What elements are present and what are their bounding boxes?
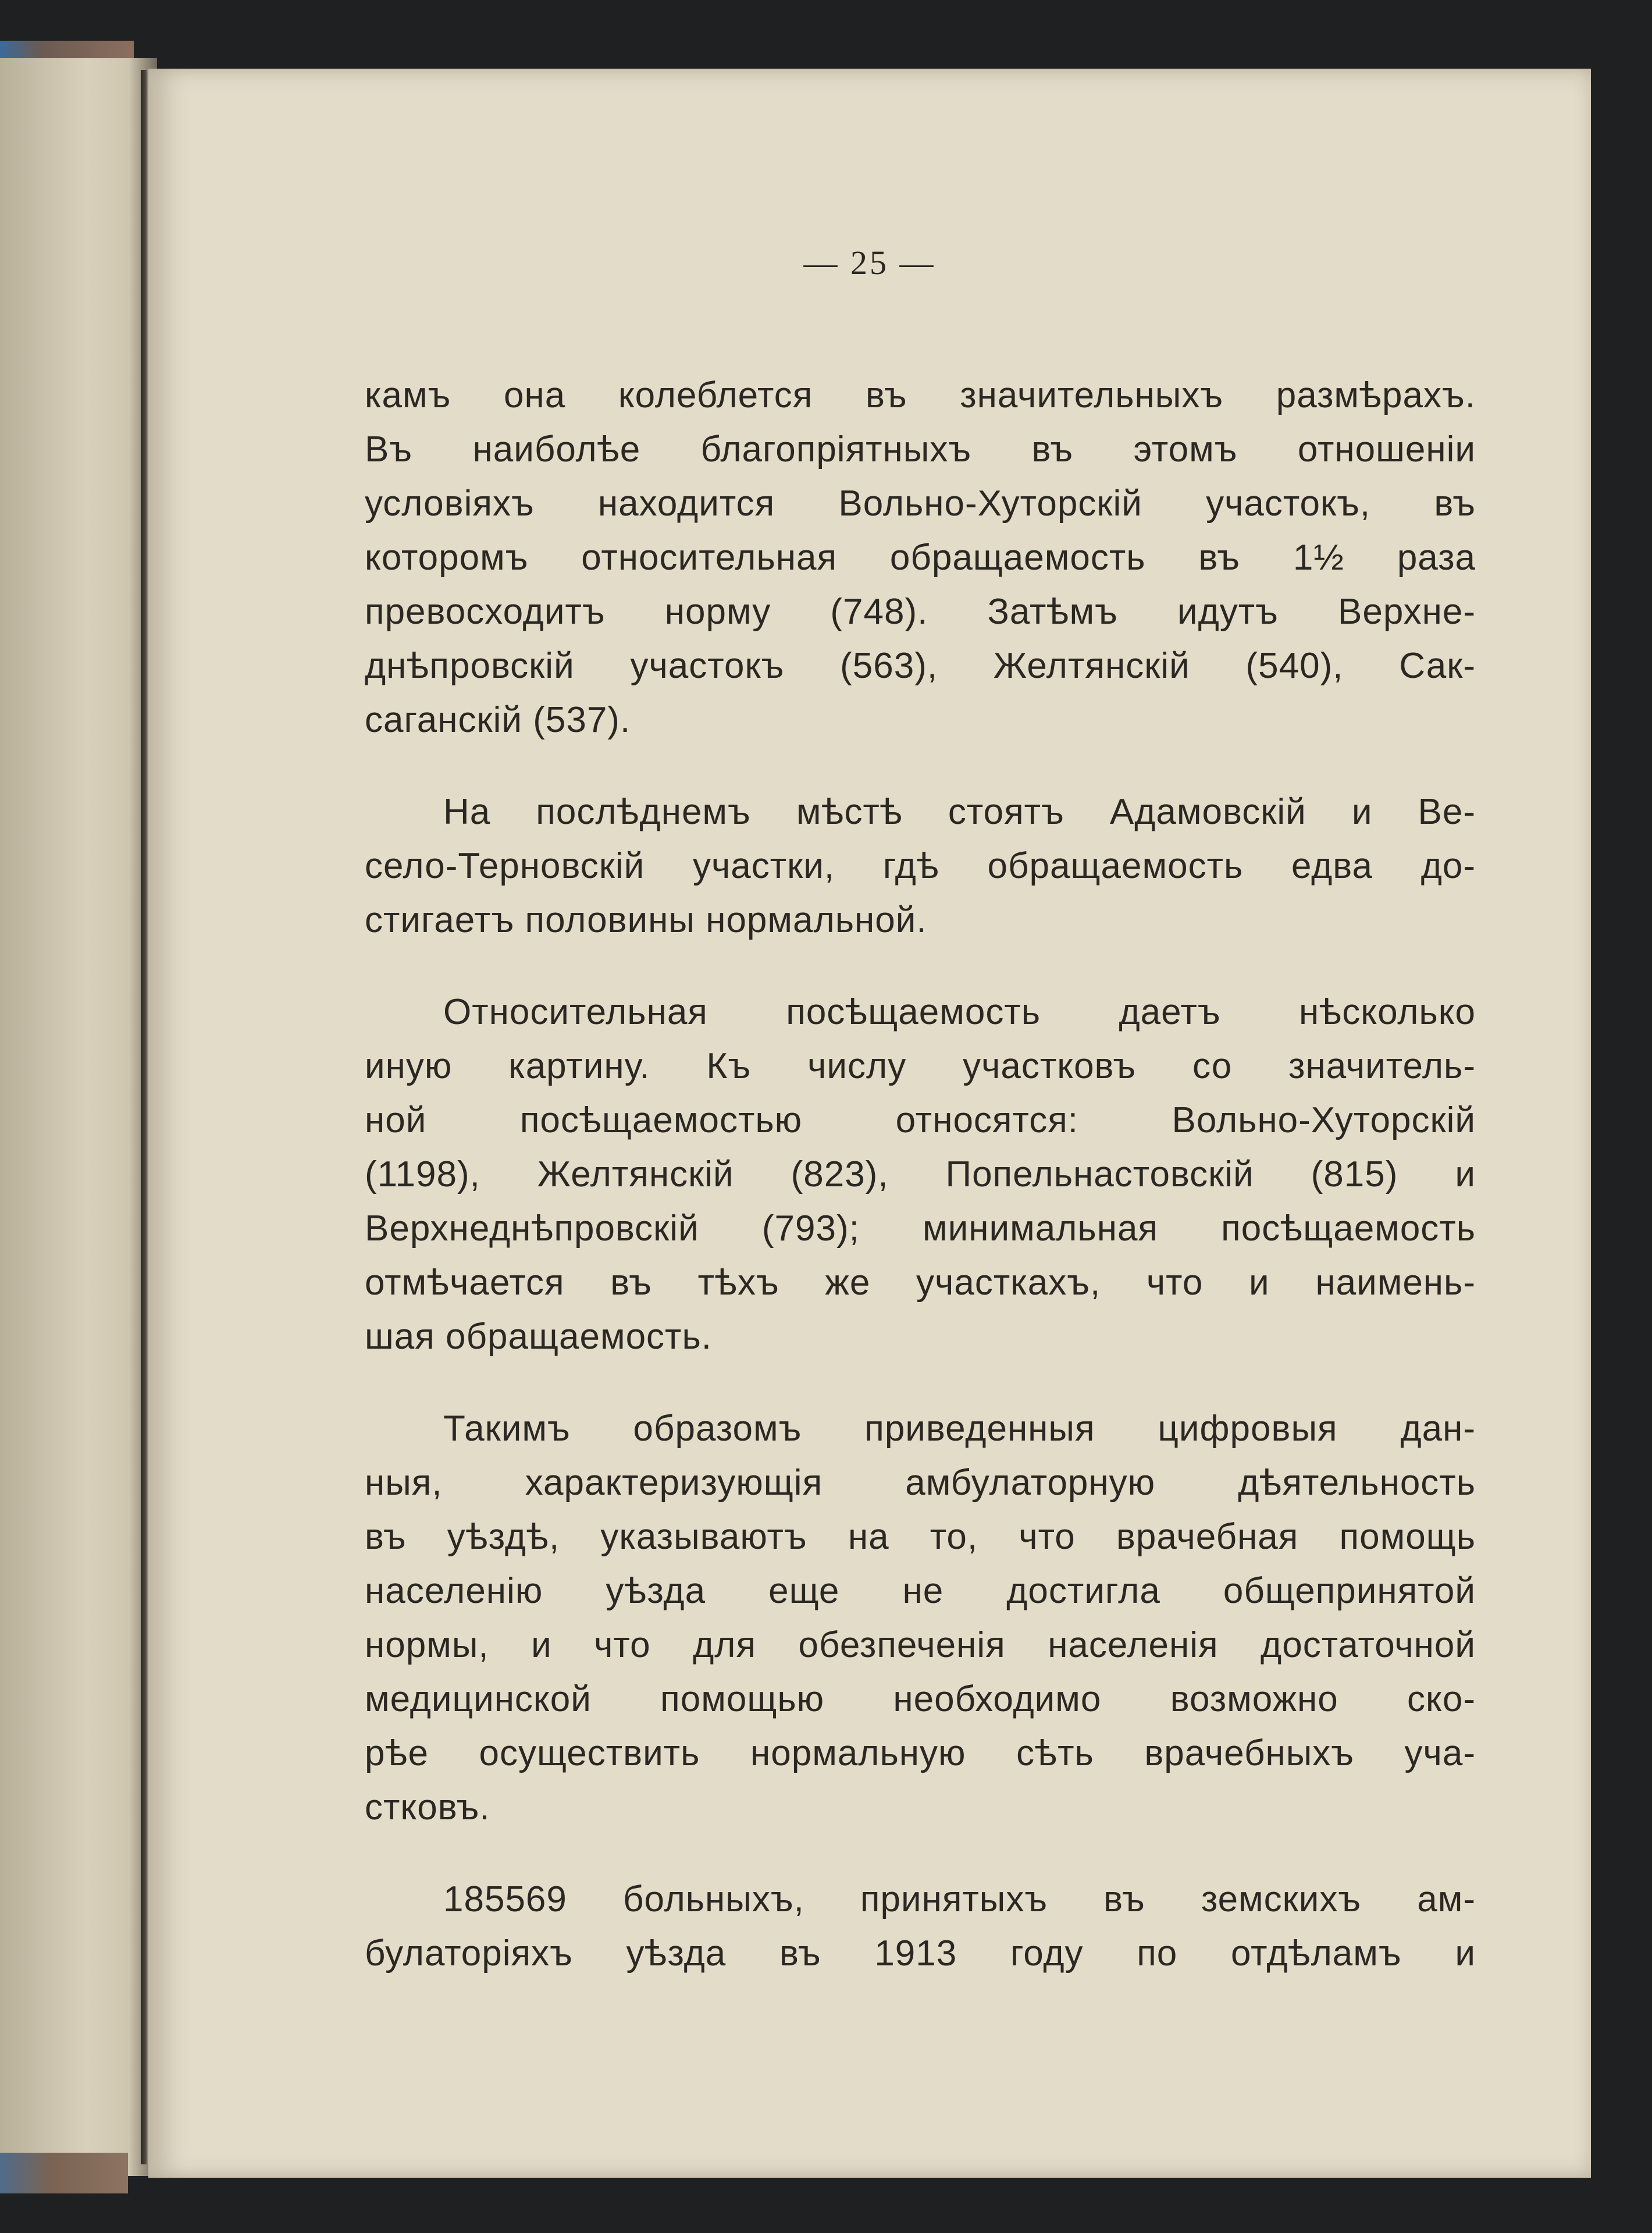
text-line: стигаетъ половины нормальной. (365, 900, 927, 940)
text-line: рѣе осуществить нормальную сѣть врачебныхъ уча- (365, 1733, 1476, 1773)
page-text (365, 368, 1476, 1980)
paragraph-1 (365, 368, 1476, 747)
text-line: село-Терновскій участки, гдѣ обращаемость едва до- (365, 846, 1476, 886)
text-line: медицинской помощью необходимо возможно ско- (365, 1679, 1476, 1719)
text-line: отмѣчается въ тѣхъ же участкахъ, что и наимень- (365, 1263, 1476, 1303)
paragraph-4 (365, 1402, 1476, 1834)
text-line: ной посѣщаемостью относятся: Вольно-Хуторскій (365, 1100, 1476, 1140)
page-number: — 25 — (803, 244, 936, 282)
text-line: На послѣднемъ мѣстѣ стоятъ Адамовскій и Ве- (443, 792, 1476, 832)
text-line: которомъ относительная обращаемость въ 1½ раза (365, 538, 1476, 578)
book-cover-edge-bottom (0, 2153, 128, 2193)
text-line: камъ она колеблется въ значительныхъ размѣрахъ. (365, 375, 1476, 415)
text-line: населенію уѣзда еще не достигла общепринятой (365, 1571, 1476, 1611)
text-line: шая обращаемость. (365, 1317, 712, 1357)
text-line: 185569 больныхъ, принятыхъ въ земскихъ ам- (443, 1879, 1476, 1919)
text-line: въ уѣздѣ, указываютъ на то, что врачебная помощь (365, 1517, 1476, 1557)
book-page (148, 69, 1591, 2178)
text-line: условіяхъ находится Вольно-Хуторскій участокъ, въ (365, 483, 1476, 524)
paragraph-2 (365, 785, 1476, 947)
book-gutter (141, 70, 147, 2164)
text-line: ныя, характеризующія амбулаторную дѣятельность (365, 1463, 1476, 1503)
previous-page-edge (0, 58, 157, 2176)
text-line: (1198), Желтянскій (823), Попельнастовскій (815) и (365, 1154, 1476, 1194)
text-line: саганскій (537). (365, 700, 631, 740)
paragraph-3 (365, 985, 1476, 1364)
text-line: Въ наиболѣе благопріятныхъ въ этомъ отношеніи (365, 429, 1476, 470)
text-line: иную картину. Къ числу участковъ со значитель- (365, 1046, 1476, 1086)
text-line: Относительная посѣщаемость даетъ нѣсколько (443, 992, 1476, 1032)
text-line: булаторіяхъ уѣзда въ 1913 году по отдѣламъ и (365, 1933, 1476, 1974)
text-line: стковъ. (365, 1787, 490, 1827)
text-line: превосходитъ норму (748). Затѣмъ идутъ Верхне- (365, 592, 1476, 632)
text-line: Верхнеднѣпровскій (793); минимальная посѣщаемость (365, 1208, 1476, 1249)
text-line: Такимъ образомъ приведенныя цифровыя дан- (443, 1409, 1476, 1449)
paragraph-5 (365, 1872, 1476, 1980)
text-line: нормы, и что для обезпеченія населенія достаточной (365, 1625, 1476, 1665)
text-line: днѣпровскій участокъ (563), Желтянскій (540), Сак- (365, 646, 1476, 686)
